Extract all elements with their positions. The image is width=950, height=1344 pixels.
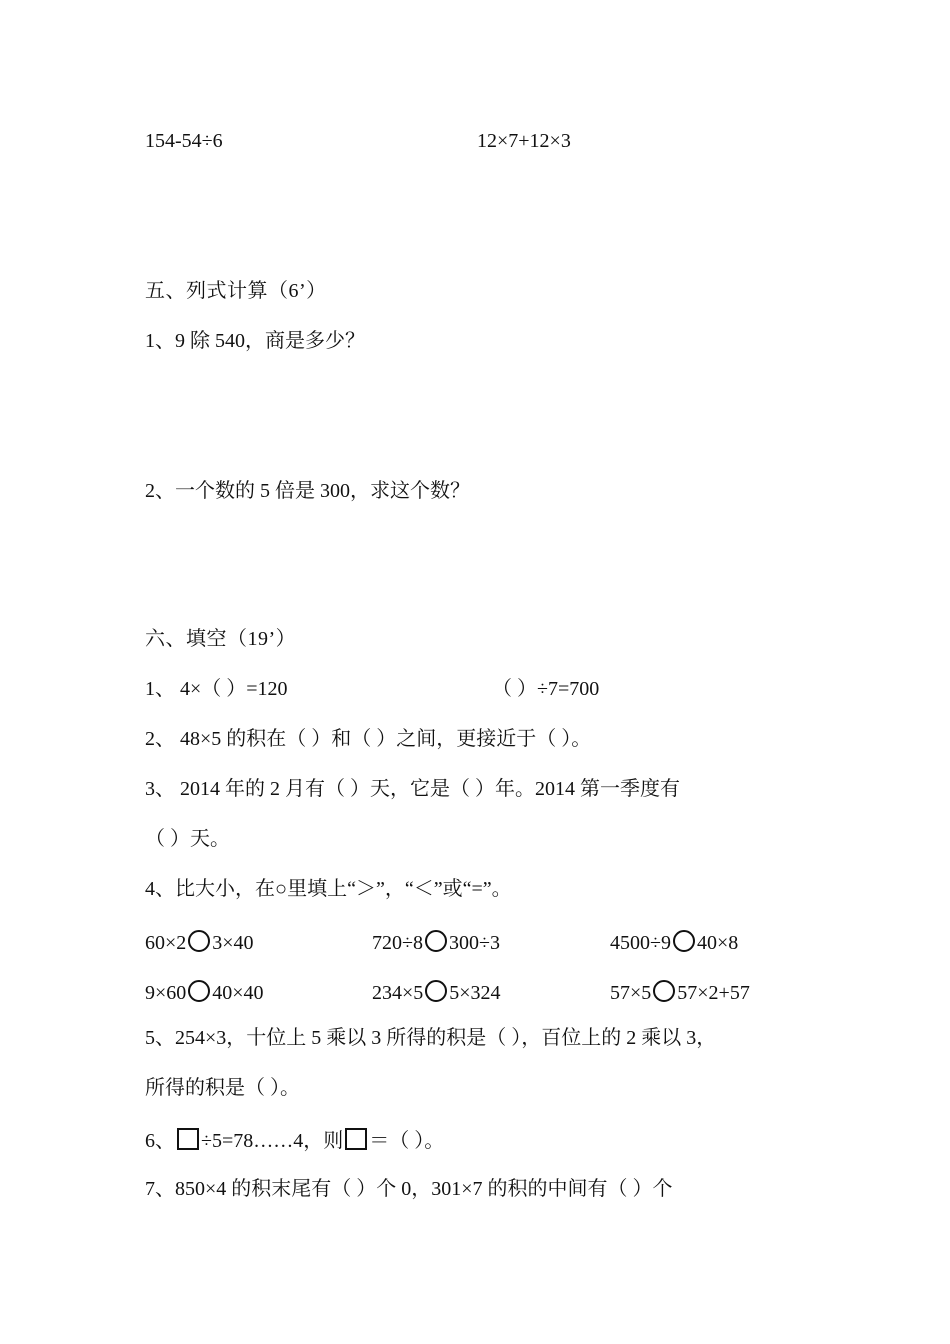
section6-q5-line1: 5、254×3，十位上 5 乘以 3 所得的积是（ ），百位上的 2 乘以 3， [145, 1027, 717, 1049]
compare-left: 4500÷9 [610, 932, 671, 954]
square-icon [177, 1128, 199, 1150]
compare-right: 5×324 [449, 982, 501, 1004]
expr-12x7: 12×7+12×3 [477, 130, 571, 152]
compare-left: 60×2 [145, 932, 187, 954]
section6-q5-line2: 所得的积是（ ）。 [145, 1077, 300, 1099]
compare-right: 3×40 [212, 932, 254, 954]
compare-item [372, 980, 501, 1006]
section5-q2: 2、一个数的 5 倍是 300，求这个数？ [145, 480, 470, 502]
expr-154: 154-54÷6 [145, 130, 223, 152]
compare-item [610, 980, 750, 1006]
compare-item [610, 930, 738, 956]
square-icon [345, 1128, 367, 1150]
section6-q3-line1: 3、 2014 年的 2 月有（ ）天，它是（ ）年。2014 第一季度有 [145, 778, 680, 800]
compare-right: 57×2+57 [677, 982, 750, 1004]
compare-item [145, 930, 254, 956]
section5-heading: 五、列式计算（6’） [145, 280, 327, 302]
section6-q7: 7、850×4 的积末尾有（ ）个 0，301×7 的积的中间有（ ）个 [145, 1178, 673, 1200]
section6-q6 [145, 1128, 444, 1154]
compare-left: 720÷8 [372, 932, 423, 954]
section6-q1a: 1、 4×（ ）=120 [145, 678, 288, 700]
section6-q2: 2、 48×5 的积在（ ）和（ ）之间，更接近于（ ）。 [145, 728, 592, 750]
section6-q3-line2: （ ）天。 [145, 828, 230, 850]
circle-icon [673, 930, 695, 952]
circle-icon [188, 980, 210, 1002]
section6-q1b: （ ）÷7=700 [492, 678, 600, 700]
compare-left: 9×60 [145, 982, 187, 1004]
circle-icon [188, 930, 210, 952]
q6-suffix: ＝（ ）。 [369, 1130, 445, 1152]
section6-heading: 六、填空（19’） [145, 628, 297, 650]
compare-right: 40×40 [212, 982, 264, 1004]
q6-mid: ÷5=78……4，则 [201, 1130, 344, 1152]
compare-item [372, 930, 500, 956]
circle-icon [425, 930, 447, 952]
compare-right: 40×8 [696, 932, 739, 954]
compare-right: 300÷3 [448, 932, 500, 954]
compare-left: 234×5 [372, 982, 424, 1004]
q6-prefix: 6、 [145, 1130, 175, 1152]
section5-q1: 1、9 除 540，商是多少？ [145, 330, 365, 352]
compare-left: 57×5 [610, 982, 652, 1004]
section6-q4-heading: 4、比大小，在○里填上“＞”，“＜”或“=”。 [145, 878, 512, 900]
circle-icon [653, 980, 675, 1002]
circle-icon [425, 980, 447, 1002]
compare-item [145, 980, 264, 1006]
